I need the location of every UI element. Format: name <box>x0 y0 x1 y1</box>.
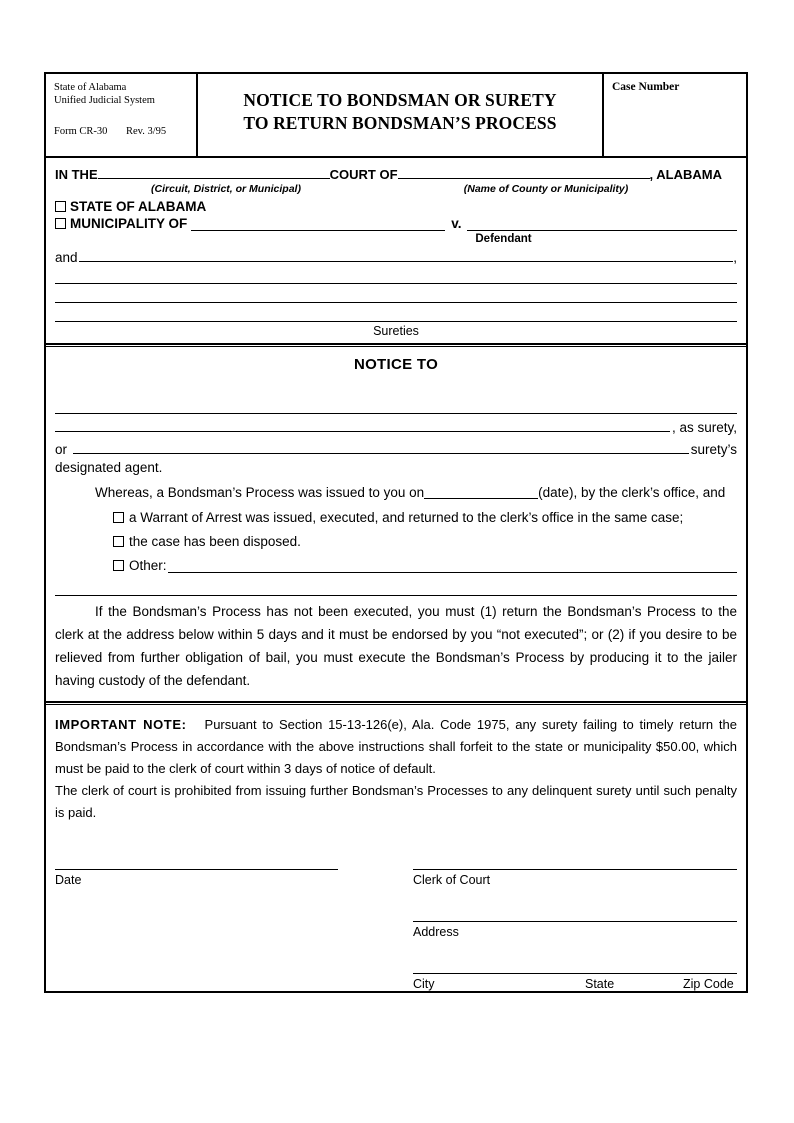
surety-field-2[interactable] <box>55 267 737 284</box>
court-of-label: COURT OF <box>329 167 398 182</box>
notice-recipient-field-1[interactable] <box>55 393 737 414</box>
defendant-name-field[interactable] <box>467 216 737 231</box>
form-meta <box>54 125 196 138</box>
court-line <box>55 165 737 182</box>
surety-field-4[interactable] <box>55 305 737 322</box>
sureties-label: Sureties <box>373 324 419 338</box>
and-label: and <box>55 250 78 265</box>
designated-agent-row <box>55 436 737 458</box>
designated-agent-field[interactable] <box>73 436 689 454</box>
option-other-row[interactable] <box>113 557 737 575</box>
suretys-label: surety’s <box>690 442 737 457</box>
hint-court-type: (Circuit, District, or Municipal) <box>151 183 301 195</box>
and-trailing-comma: , <box>733 250 737 265</box>
clerk-of-court-label: Clerk of Court <box>413 873 491 887</box>
option-warrant-label: a Warrant of Arrest was issued, executed, and returned to the clerk’s office in the same case; <box>129 510 684 525</box>
notice-section <box>46 347 746 701</box>
notice-recipient-row-2 <box>55 414 737 436</box>
agency-line-2: Unified Judicial System <box>54 95 155 106</box>
signature-block <box>55 868 737 991</box>
or-label: or <box>55 442 68 457</box>
form-header <box>46 74 746 158</box>
versus-label: v. <box>451 216 462 231</box>
city-state-zip-labels <box>413 974 737 991</box>
municipality-row[interactable] <box>55 215 737 232</box>
caption-section <box>46 158 746 343</box>
form-document <box>44 72 748 993</box>
in-the-label: IN THE <box>55 167 98 182</box>
state-of-alabama-label: STATE OF ALABAMA <box>70 199 207 214</box>
court-line-hints <box>55 183 737 195</box>
important-note-label: IMPORTANT NOTE: <box>55 717 187 732</box>
important-note-text-1: Pursuant to Section 15-13-126(e), Ala. Code 1975, any surety failing to timely return the Bondsman’s Process in accordance with the above instructions shall forfeit to the state or municipality $50.00, which must be paid to the clerk of court within 3 days of notice of default. <box>55 717 738 776</box>
zip-code-label: Zip Code <box>683 977 734 991</box>
case-number-cell[interactable] <box>604 74 746 156</box>
option-other-label: Other: <box>129 558 167 573</box>
and-sureties-row <box>55 247 737 265</box>
option-other-field[interactable] <box>168 557 737 573</box>
important-note-section <box>46 705 746 991</box>
spacer <box>413 939 737 972</box>
instruction-paragraph <box>55 600 737 701</box>
instruction-text: If the Bondsman’s Process has not been executed, you must (1) return the Bondsman’s Process to the clerk at the address below within 5 days and it must be endorsed by you “not executed”; or (2) if you desire to be relieved from further obligation of bail, you must execute the Bondsman’s Process by producing it to the jailer having custody of the defendant. <box>55 604 737 688</box>
state-of-alabama-row[interactable] <box>55 198 737 215</box>
whereas-paragraph <box>55 482 737 503</box>
date-column <box>55 868 401 991</box>
agency-line-1: State of Alabama <box>54 82 127 93</box>
hint-county-name: (Name of County or Municipality) <box>463 183 629 195</box>
option-disposed-row[interactable] <box>113 533 737 551</box>
municipality-label: MUNICIPALITY OF <box>70 216 188 231</box>
county-name-field[interactable] <box>398 165 650 179</box>
alabama-label: , ALABAMA <box>649 167 722 182</box>
notice-heading: NOTICE TO <box>353 356 439 373</box>
agency-cell <box>46 74 198 156</box>
option-disposed-label: the case has been disposed. <box>129 534 301 549</box>
designated-agent-label: designated agent. <box>55 460 163 475</box>
notice-recipient-field-2[interactable] <box>55 414 670 432</box>
surety-field-1[interactable] <box>79 247 734 262</box>
city-label: City <box>413 977 435 991</box>
case-number-label: Case Number <box>612 81 680 93</box>
form-title-line-2: TO RETURN BONDSMAN’S PROCESS <box>243 113 557 133</box>
option-warrant-row[interactable] <box>113 509 737 527</box>
court-type-field[interactable] <box>98 165 330 179</box>
form-revision: Rev. 3/95 <box>126 126 167 137</box>
whereas-text-part-1: Whereas, a Bondsman’s Process was issued to you on <box>95 485 425 500</box>
address-label: Address <box>413 925 459 939</box>
checkbox-icon-warrant-of-arrest[interactable] <box>113 512 124 523</box>
checkbox-icon-state-of-alabama[interactable] <box>55 201 66 212</box>
spacer <box>413 887 737 920</box>
surety-field-3[interactable] <box>55 286 737 303</box>
checkbox-icon-case-disposed[interactable] <box>113 536 124 547</box>
checkbox-icon-municipality[interactable] <box>55 218 66 229</box>
issue-date-field[interactable] <box>424 484 538 499</box>
as-surety-label: , as surety, <box>671 420 737 435</box>
important-note-paragraph-2 <box>55 780 737 824</box>
checkbox-icon-other[interactable] <box>113 560 124 571</box>
important-note-paragraph-1 <box>55 714 737 780</box>
municipality-name-field[interactable] <box>191 216 445 231</box>
form-title <box>198 74 604 156</box>
date-label: Date <box>55 873 82 887</box>
state-label: State <box>585 977 615 991</box>
form-title-line-1: NOTICE TO BONDSMAN OR SURETY <box>243 90 557 110</box>
defendant-label: Defendant <box>475 233 532 245</box>
whereas-text-part-2: (date), by the clerk’s office, and <box>538 485 726 500</box>
important-note-text-2: The clerk of court is prohibited from issuing further Bondsman’s Processes to any delinquent surety until such penalty is paid. <box>55 783 737 820</box>
form-number: Form CR-30 <box>54 126 108 137</box>
clerk-column <box>401 868 737 991</box>
option-other-continuation-field[interactable] <box>55 582 737 596</box>
